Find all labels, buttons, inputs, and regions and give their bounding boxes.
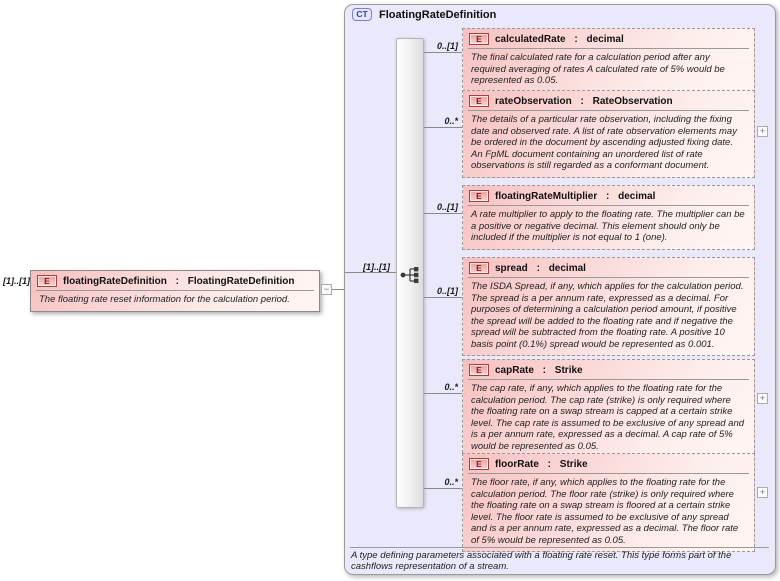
connector-line	[424, 52, 462, 53]
cardinality-label: 0..[1]	[436, 41, 458, 51]
title-separator: :	[577, 95, 587, 107]
element-type: Strike	[559, 458, 588, 470]
element-icon: E	[37, 275, 57, 287]
connector-line	[424, 127, 462, 128]
element-icon: E	[469, 95, 489, 107]
title-separator: :	[539, 364, 549, 376]
element-name: floorRate	[495, 458, 539, 470]
element-name: calculatedRate	[495, 33, 566, 45]
element-description: The cap rate, if any, which applies to the floating rate for the calculation period. The cap rate (strike) is only required where the floating rate on a swap stream is capped at a certain strike level. The cap rate is assumed to be exclusive of any spread and is a per annum rate, expressed as a decimal. A cap rate of 5% would be represented as 0.05.	[468, 379, 749, 457]
element-description: The floor rate, if any, which applies to the floating rate for the calculation period. The floor rate (strike) is only required where the floating rate on a swap stream is floored at a certain strike level. The floor rate is assumed to be exclusive of any spread and is a per annum rate, expressed as a decimal. The floor rate of 5% would be represented as 0.05.	[468, 473, 749, 551]
element-title	[463, 258, 754, 277]
element-description: The ISDA Spread, if any, which applies for the calculation period. The spread is a per annum rate, expressed as a decimal. For purposes of determining a calculation period amount, if positive the spread will be added to the floating rate and if negative the spread will be subtracted from the floating rate. A positive 10 basis point (0.1%) spread would be represented as 0.001.	[468, 277, 749, 355]
element-title	[463, 360, 754, 379]
element-icon: E	[469, 364, 489, 376]
element-description: A rate multiplier to apply to the floating rate. The multiplier can be a positive or negative decimal. This element should only be included if the multiplier is not equal to 1 (one).	[468, 205, 749, 249]
title-separator: :	[571, 33, 581, 45]
connector-line	[424, 393, 462, 394]
expand-toggle[interactable]: +	[757, 487, 768, 498]
cardinality-label-root: [1]..[1]	[3, 276, 30, 286]
element-description: The final calculated rate for a calculation period after any required averaging of rates A calculated rate of 5% would be represented as 0.05.	[468, 48, 749, 92]
connector-line	[424, 213, 462, 214]
title-separator: :	[544, 458, 554, 470]
element-name: capRate	[495, 364, 534, 376]
element-box-spread[interactable]	[462, 257, 755, 356]
cardinality-label: 0..[1]	[436, 202, 458, 212]
expand-toggle[interactable]: +	[757, 126, 768, 137]
element-title	[463, 186, 754, 205]
element-box-rateobservation[interactable]	[462, 90, 755, 178]
element-box-floorrate[interactable]	[462, 453, 755, 552]
element-name: rateObservation	[495, 95, 572, 107]
element-name: floatingRateDefinition	[63, 275, 167, 287]
element-type: decimal	[618, 190, 656, 202]
connector-line	[424, 297, 462, 298]
element-description: The floating rate reset information for the calculation period.	[36, 290, 314, 311]
element-box-floatingratemultiplier[interactable]	[462, 185, 755, 250]
title-separator: :	[172, 275, 182, 287]
element-type: decimal	[586, 33, 624, 45]
element-description: The details of a particular rate observation, including the fixing date and observed rate. A list of rate observation elements may be ordered in the document by ascending adjusted fixing date. An FpML document containing an unordered list of rate observations is still regarded as a conformant document.	[468, 110, 749, 177]
element-type: RateObservation	[592, 95, 673, 107]
element-name: spread	[495, 262, 528, 274]
cardinality-label-sequence: [1]..[1]	[363, 262, 390, 272]
complex-type-header	[352, 8, 496, 21]
element-icon: E	[469, 33, 489, 45]
connector-line	[424, 488, 462, 489]
cardinality-label: 0..*	[444, 382, 458, 392]
complex-type-icon: CT	[352, 8, 372, 21]
element-icon: E	[469, 262, 489, 274]
complex-type-title: FloatingRateDefinition	[379, 8, 497, 21]
element-name: floatingRateMultiplier	[495, 190, 598, 202]
element-icon: E	[469, 190, 489, 202]
title-separator: :	[603, 190, 613, 202]
sequence-icon[interactable]	[399, 265, 423, 285]
element-title	[463, 454, 754, 473]
element-type: Strike	[554, 364, 583, 376]
element-type: decimal	[548, 262, 586, 274]
complex-type-annotation: A type defining parameters associated with a floating rate reset. This type forms part of the cashflows representation of a stream.	[351, 550, 732, 572]
connector-line	[332, 289, 344, 290]
element-title	[463, 29, 754, 48]
element-type: FloatingRateDefinition	[187, 275, 295, 287]
collapse-toggle[interactable]: −	[321, 284, 332, 295]
title-separator: :	[533, 262, 543, 274]
element-title	[463, 91, 754, 110]
element-box-calculatedrate[interactable]	[462, 28, 755, 93]
element-icon: E	[469, 458, 489, 470]
cardinality-label: 0..*	[444, 477, 458, 487]
connector-line	[345, 272, 396, 273]
element-box-floatingratedefinition[interactable]	[30, 270, 320, 312]
element-box-caprate[interactable]	[462, 359, 755, 458]
element-title	[31, 271, 319, 290]
cardinality-label: 0..[1]	[436, 286, 458, 296]
expand-toggle[interactable]: +	[757, 393, 768, 404]
cardinality-label: 0..*	[444, 116, 458, 126]
divider	[350, 547, 769, 548]
